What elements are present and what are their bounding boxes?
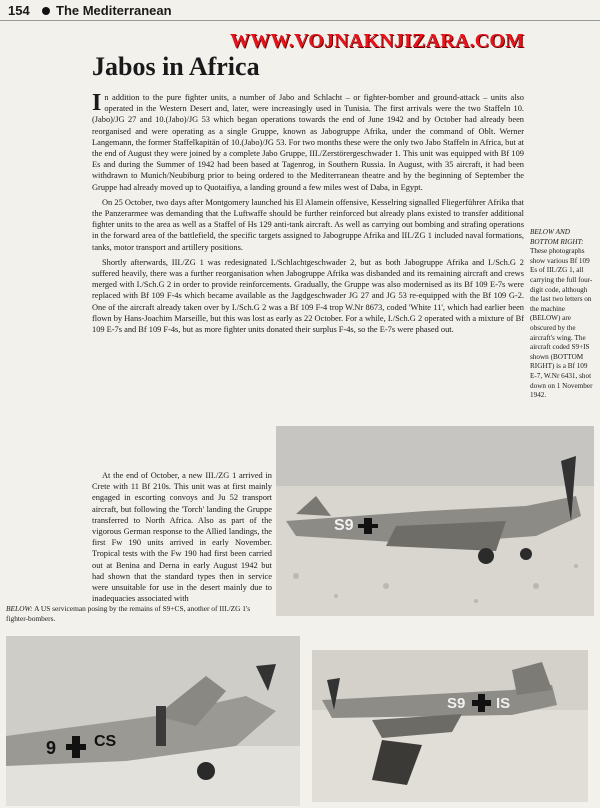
photo-bf109e7-s9is — [312, 650, 588, 802]
photo-illustration — [276, 426, 594, 616]
photo-wrecked-bf109-desert — [276, 426, 594, 616]
article-title: Jabos in Africa — [92, 52, 260, 81]
fuselage-code: S9 — [334, 517, 354, 534]
section-title: The Mediterranean — [56, 3, 172, 18]
paragraph: In addition to the pure fighter units, a number of Jabo and Schlacht – or fighter-bomber and ground-attack – units also operated in the Western Desert and, later, were increasingly used in Tunisia. The first arrivals were the two Staffeln 10.(Jabo)/JG 27 and 10.(Jabo)/JG 53 which began operations towards the end of June 1942 and by October had already been reorganised and were operating as a single Gruppe, known as Jabogruppe Afrika, under the command of Oblt. Werner Langemann, the former Staffelkapitän of 10.(Jabo)/JG 53. For two months these were the only two Jabo Staffeln in Africa, but at the end of August they were joined by a complete Jabo Gruppe, III./Zerstörergeschwader 1. This unit was equipped with Bf 109 Es and during the Summer of 1942 had been based at Tagenrog, in Southern Russia. In August, with 35 aircraft, it had been withdrawn to Munich/Neubiburg prior to being ordered to the Mediterranean theatre and by the beginning of September the Gruppe had already moved up to Quotaifiya, a landing ground a few miles west of Daba, in Egypt. — [92, 90, 524, 192]
column-text — [92, 470, 272, 604]
fuselage-code-number: 9 — [46, 738, 57, 758]
bottom-caption-heading: BELOW: — [6, 604, 33, 613]
fuselage-code-letters: CS — [94, 733, 117, 750]
article-body — [92, 92, 524, 339]
paragraph: At the end of October, a new III./ZG 1 arrived in Crete with 11 Bf 210s. This unit was at first mainly engaged in escorting convoys and Ju 52 transport aircraft, but following the 'Torch' landing the Gruppe transferred to North Africa. Also as part of the vigorous German response to the Allied landings, the first Fw 190 units arrived in early November. Tropical tests with the Fw 190 had first been carried out at Benina and Derna in early August 1942 but had shown that the standard types then in service were unsuitable for use in the desert mainly due to inadequacies associated with — [92, 471, 272, 604]
side-caption — [530, 228, 594, 401]
side-caption-heading: BELOW AND BOTTOM RIGHT: — [530, 228, 584, 246]
bottom-caption — [6, 604, 274, 623]
side-caption-text: These photographs show various Bf 109 Es of III./ZG 1, all carrying the full four-digit code, although the last two letters on the machine (BELOW) are obscured by the aircraft's wing. The aircraft coded S9+IS shown (BOTTOM RIGHT) is a Bf 109 E-7, W.Nr 6431, shot down on 1 November 1942. — [530, 247, 593, 400]
page-number: 154 — [8, 3, 30, 18]
header-bullet-icon — [42, 7, 50, 15]
fuselage-code-b: IS — [496, 695, 511, 712]
paragraph: On 25 October, two days after Montgomery launched his El Alamein offensive, Kesselring signalled Fliegerführer Afrika that the Panzerarmee was demanding that the Luftwaffe should be further reinforced but already plans existed to transfer additional fighter units to the area as well as a Staffel of Hs 129 anti-tank aircraft. As well as carrying out bombing and strafing operations in the forward area of the battlefield, the specific targets assigned to Jabogruppe Afrika and III./ZG 1 included naval formations, tanks, motor transport and artillery positions. — [92, 197, 524, 252]
paragraph: Shortly afterwards, III./ZG 1 was redesignated I./Schlachtgeschwader 2, but as both Jabogruppe Afrika and I./Sch.G 2 suffered heavily, there was a further reorganisation when Jabogruppe Afrika was disbanded and its remaining aircraft and crews merged with I./Sch.G 2 in order to provide reinforcements. Gradually, the Gruppe was also modernised as its Bf 109 E-7s were replaced with Bf 109 F-4s which became available as the Jagdgeschwader JG 27 and JG 53 re-equipped with the Bf 109 G-2. One of the aircraft already taken over by I./Sch.G 2 was a Bf 109 F-4 trop W.Nr 8673, coded 'White 11', which had earlier been flown by Hans-Joachim Marseille, but this was lost as early as 22 October. For a while, I./Sch.G 2 operated with a mixture of Bf 109 E-7s and Bf 109 F-4s, but as more fighter units donated their surplus F-4s, so the E-7s were phased out. — [92, 257, 524, 335]
photo-us-serviceman-s9cs — [6, 636, 300, 806]
bottom-caption-text: A US serviceman posing by the remains of S9+CS, another of III./ZG 1's fighter-bombers. — [6, 604, 251, 623]
header-rule — [0, 20, 600, 21]
watermark: WWW.VOJNAKNJIZARA.COM — [230, 30, 525, 52]
photo-illustration — [6, 636, 300, 806]
page-header — [0, 0, 600, 22]
drop-cap: I — [92, 90, 102, 116]
photo-illustration — [312, 650, 588, 802]
fuselage-code-a: S9 — [447, 695, 466, 712]
